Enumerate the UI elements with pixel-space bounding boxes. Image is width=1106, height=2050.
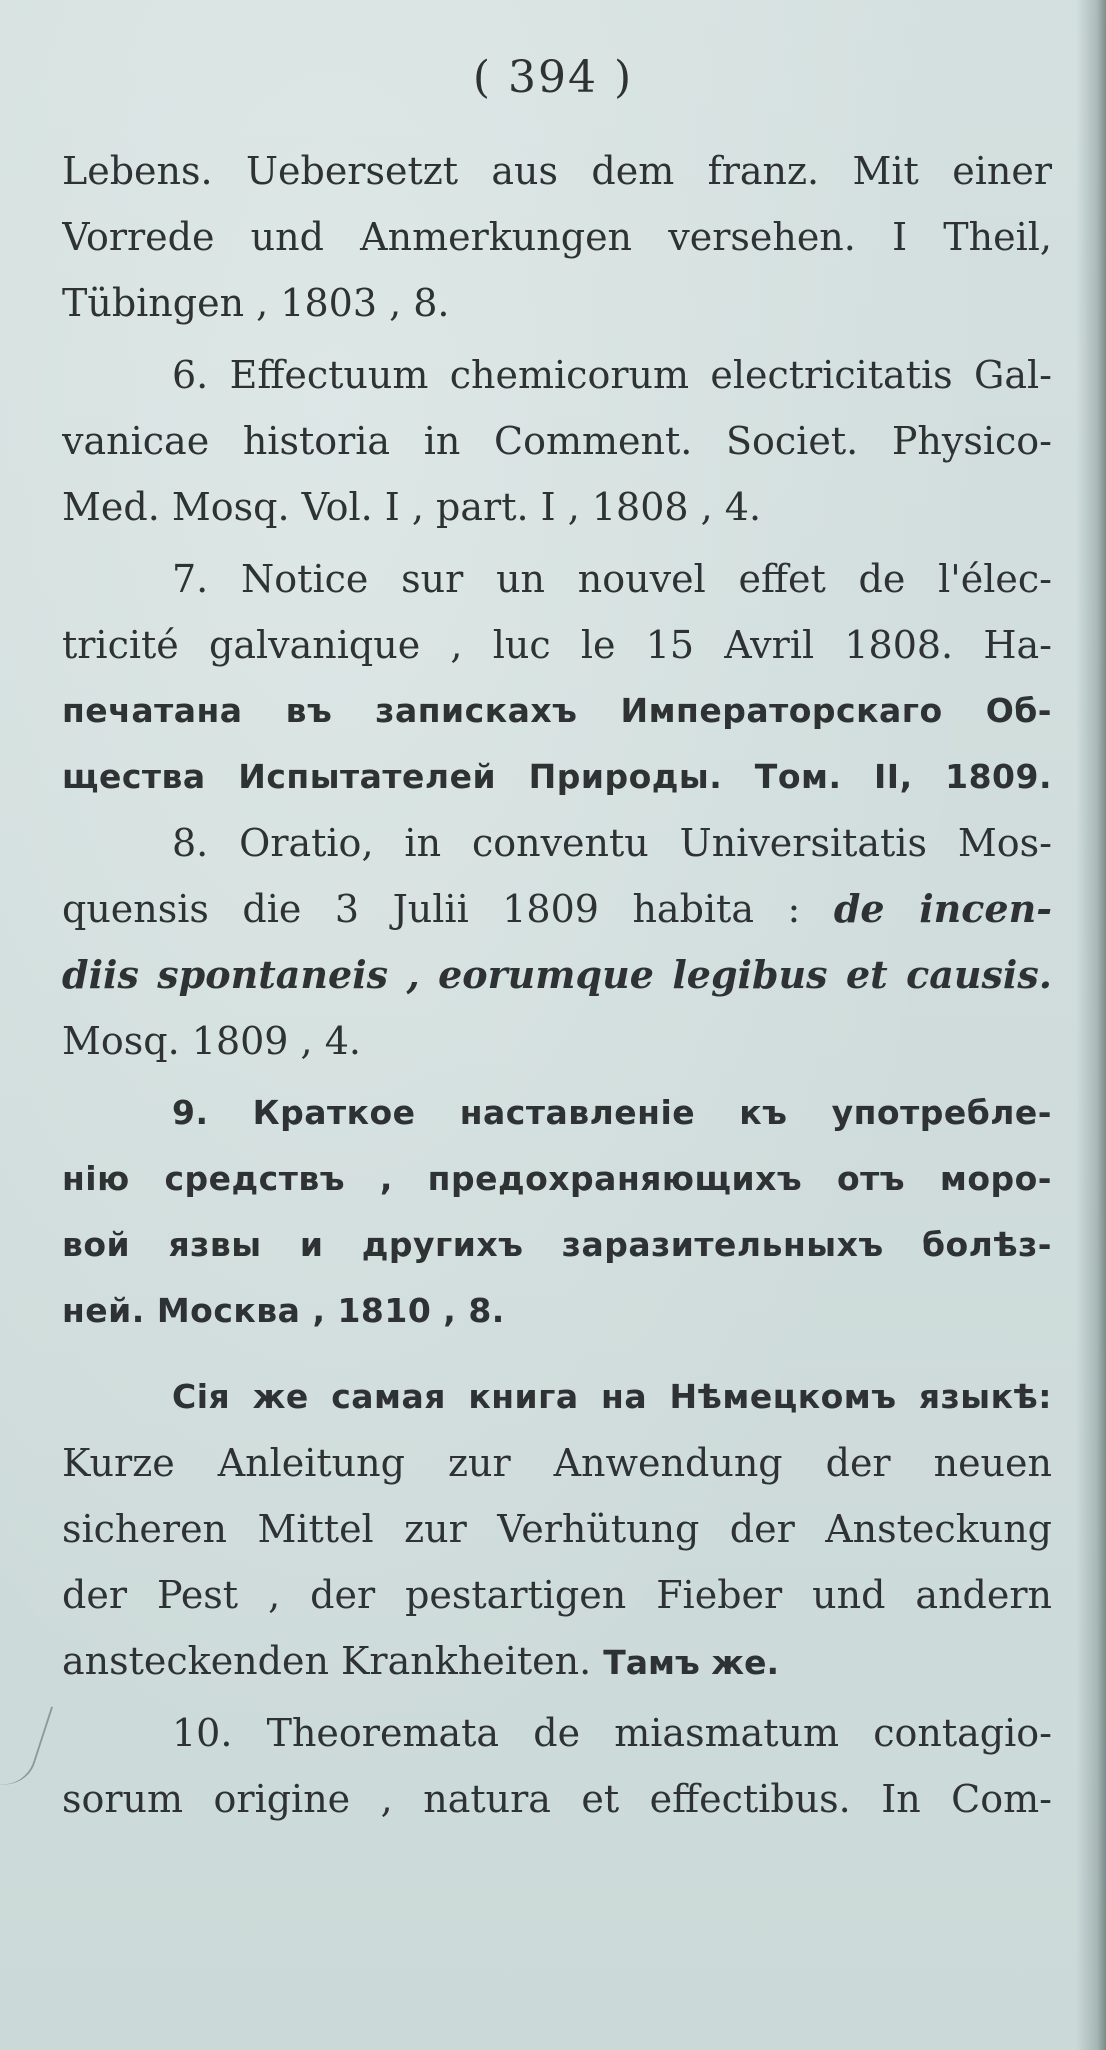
italic-title-line: diis spontaneis , eorumque legibus et causis. bbox=[62, 952, 1052, 997]
text-segment: ansteckenden Krankheiten. bbox=[62, 1639, 592, 1683]
entry-9-line: 9. Краткое наставленіе къ употребле- bbox=[172, 1093, 1052, 1132]
text-line: sicheren Mittel zur Verhütung der Ansteckung bbox=[62, 1507, 1052, 1551]
text-segment: Тамъ же. bbox=[603, 1643, 780, 1682]
text-line: sorum origine , natura et effectibus. In Com- bbox=[62, 1777, 1052, 1821]
text-line: Tübingen , 1803 , 8. bbox=[62, 281, 450, 325]
bibliography-text bbox=[62, 138, 1052, 1832]
text-line: der Pest , der pestartigen Fieber und andern bbox=[62, 1573, 1052, 1617]
text-segment: quensis die 3 Julii 1809 habita : bbox=[62, 887, 801, 931]
page-number: ( 394 ) bbox=[472, 52, 634, 103]
text-line: Vorrede und Anmerkungen versehen. I Theil, bbox=[62, 215, 1052, 259]
text-line bbox=[62, 1628, 1052, 1694]
text-line: vanicae historia in Comment. Societ. Physico- bbox=[62, 419, 1052, 463]
text-line bbox=[62, 876, 1052, 942]
margin-pencil-mark bbox=[0, 1697, 53, 1792]
text-line: ней. Москва , 1810 , 8. bbox=[62, 1291, 505, 1330]
text-line: вой язвы и другихъ заразительныхъ болѣз- bbox=[62, 1225, 1052, 1264]
text-line: Med. Mosq. Vol. I , part. I , 1808 , 4. bbox=[62, 485, 762, 529]
text-line: Mosq. 1809 , 4. bbox=[62, 1019, 361, 1063]
text-line: Lebens. Uebersetzt aus dem franz. Mit einer bbox=[62, 149, 1052, 193]
entry-10-line: 10. Theoremata de miasmatum contagio- bbox=[172, 1711, 1052, 1755]
entry-7-line: 7. Notice sur un nouvel effet de l'élec- bbox=[172, 557, 1052, 601]
entry-6-line: 6. Effectuum chemicorum electricitatis Gal- bbox=[172, 353, 1052, 397]
text-line: печатана въ запискахъ Императорскаго Об- bbox=[62, 691, 1052, 730]
text-line: нію средствъ , предохраняющихъ отъ моро- bbox=[62, 1159, 1052, 1198]
entry-8-line: 8. Oratio, in conventu Universitatis Mos- bbox=[172, 821, 1052, 865]
text-line: Kurze Anleitung zur Anwendung der neuen bbox=[62, 1441, 1052, 1485]
italic-title-segment: de incen- bbox=[833, 886, 1052, 931]
german-edition-line: Сія же самая книга на Нѣмецкомъ языкѣ: bbox=[172, 1377, 1052, 1416]
text-line: tricité galvanique , luc le 15 Avril 1808. На- bbox=[62, 623, 1052, 667]
text-line: щества Испытателей Природы. Том. II, 1809. bbox=[62, 757, 1052, 796]
page-spine-shadow bbox=[1076, 0, 1106, 2050]
